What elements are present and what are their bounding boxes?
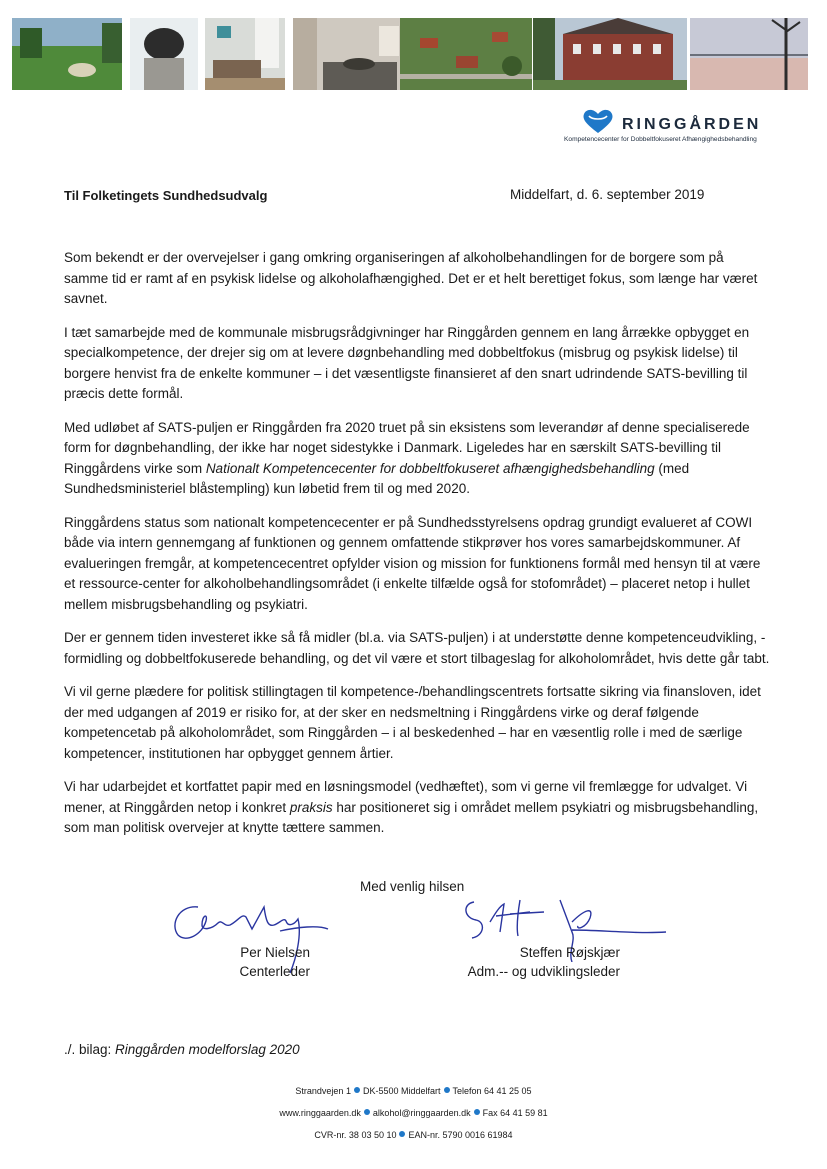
bullet-icon — [399, 1131, 405, 1137]
attachment-note — [64, 1042, 300, 1057]
footer-registration — [0, 1130, 827, 1140]
logo-tagline: Kompetencecenter for Dobbeltfokuseret Afhængighedsbehandling — [564, 136, 757, 143]
sculpture-photo — [130, 18, 198, 90]
paragraph-7-emphasis: praksis — [289, 799, 333, 815]
bullet-icon — [474, 1109, 480, 1115]
ringgaarden-logo — [560, 106, 810, 146]
paragraph-7-before: Vi har udarbejdet et kortfattet papir med en løsningsmodel (vedhæftet), som vi gerne vil fremlægge for udvalget. Vi mener, at Ringgården netop i konkret — [64, 779, 748, 815]
footer-website[interactable]: www.ringgaarden.dk — [279, 1108, 361, 1118]
letter-date: Middelfart, d. 6. september 2019 — [510, 187, 705, 202]
heart-logo-icon — [582, 108, 614, 134]
signer-title: Centerleder — [239, 964, 310, 979]
footer-contact — [0, 1108, 827, 1118]
signer-steffen-rojskjaer — [400, 943, 620, 981]
dining-table-photo — [293, 18, 401, 90]
footer-city: DK-5500 Middelfart — [362, 1086, 441, 1096]
paragraph-3-before: Med udløbet af SATS-puljen er Ringgården fra 2020 truet på sin eksistens som leverandør af denne specialiserede form for døgnbehandling, der ikke har noget sidestykke i Danmark. Ligeledes har en særskilt SATS-bevilling til Ringgårdens virke som — [64, 419, 750, 476]
signer-name: Steffen Røjskjær — [519, 945, 620, 960]
garden-lawn-photo — [12, 18, 122, 90]
footer-cvr: CVR-nr. 38 03 50 10 — [314, 1130, 397, 1140]
paragraph-7-after: har positioneret sig i området mellem psykiatri og misbrugsbehandling, som man politisk overvejer at knytte tættere sammen. — [64, 799, 759, 835]
paragraph-7 — [64, 777, 770, 839]
paragraph-2: I tæt samarbejde med de kommunale misbrugsrådgivninger har Ringgården gennem en lang årrække opbygget en specialkompetence, der drejer sig om at levere døgnbehandling med dobbeltfokus (misbrug og psykisk lidelse) til borgere henvist fra de enkelte kommuner – i det væsentligste finansieret af den snart udrindende SATS-bevilling til præcis dette formål. — [64, 324, 750, 401]
signer-per-nielsen — [150, 943, 310, 981]
header-photo-strip — [12, 18, 808, 90]
attachment-prefix: ./. bilag: — [64, 1042, 116, 1057]
footer-fax: Fax 64 41 59 81 — [482, 1108, 548, 1118]
recipient: Til Folketingets Sundhedsudvalg — [64, 188, 268, 203]
letter-body — [64, 248, 770, 852]
bullet-icon — [444, 1087, 450, 1093]
paragraph-4: Ringgårdens status som nationalt kompetencecenter er på Sundhedsstyrelsens opdrag grundigt evalueret af COWI både via intern gennemgang af funktionen og gennem omfattende stikprøver hos vores samarbejdskommuner. Af evalueringen fremgår, at kompetencecentret opfylder vision og mission for funktionens formål med hensyn til at være et ressource-center for alkoholbehandlingsområdet (i enkelte tilfælde også for stofområdet) – placeret netop i hullet mellem misbrugsbehandling og psykiatri. — [64, 514, 761, 612]
footer-email[interactable]: alkohol@ringgaarden.dk — [372, 1108, 471, 1118]
paragraph-3-after: (med Sundhedsministeriel blåstempling) kun løbetid frem til og med 2020. — [64, 460, 690, 496]
footer-ean: EAN-nr. 5790 0016 61984 — [408, 1130, 513, 1140]
signer-name: Per Nielsen — [240, 945, 310, 960]
paragraph-3-emphasis: Nationalt Kompetencecenter for dobbeltfokuseret afhængighedsbehandling — [205, 460, 655, 476]
brick-building-photo — [533, 18, 687, 90]
attachment-title: Ringgården modelforslag 2020 — [115, 1042, 300, 1057]
closing: Med venlig hilsen — [360, 879, 465, 894]
aerial-village-photo — [400, 18, 532, 90]
footer-address — [0, 1086, 827, 1096]
bullet-icon — [364, 1109, 370, 1115]
paragraph-3 — [64, 418, 770, 500]
sunset-bridge-photo — [690, 18, 808, 90]
paragraph-5: Der er gennem tiden investeret ikke så få midler (bl.a. via SATS-puljen) i at understøtte denne kompetenceudvikling, -formidling og dobbeltfokuserede behandling, og det vil være et stort tilbageslag for alkoholområdet, hvis dette går tabt. — [64, 630, 770, 666]
signer-title: Adm.-- og udviklingsleder — [467, 964, 620, 979]
bullet-icon — [354, 1087, 360, 1093]
paragraph-1: Som bekendt er der overvejelser i gang omkring organiseringen af alkoholbehandlingen for de borgere som på samme tid er ramt af en psykisk lidelse og alkoholafhængighed. Det er et helt berettiget fokus, som længe har været savnet. — [64, 250, 758, 306]
paragraph-6: Vi vil gerne plædere for politisk stillingtagen til kompetence-/behandlingscentrets fortsatte sikring via finansloven, idet der med udgangen af 2019 er risiko for, at der sker en nedsmeltning i Ringgårdens virke og deraf følgende kompetencetab på alkoholområdet, som Ringgården – i al beskedenhed – har en væsentlig rolle i med de særlige kompetencer, institutionen har opbygget gennem årtier. — [64, 684, 761, 761]
footer-phone: Telefon 64 41 25 05 — [452, 1086, 532, 1096]
footer-street: Strandvejen 1 — [295, 1086, 351, 1096]
living-room-photo — [205, 18, 285, 90]
logo-name: RINGGÅRDEN — [622, 116, 762, 133]
